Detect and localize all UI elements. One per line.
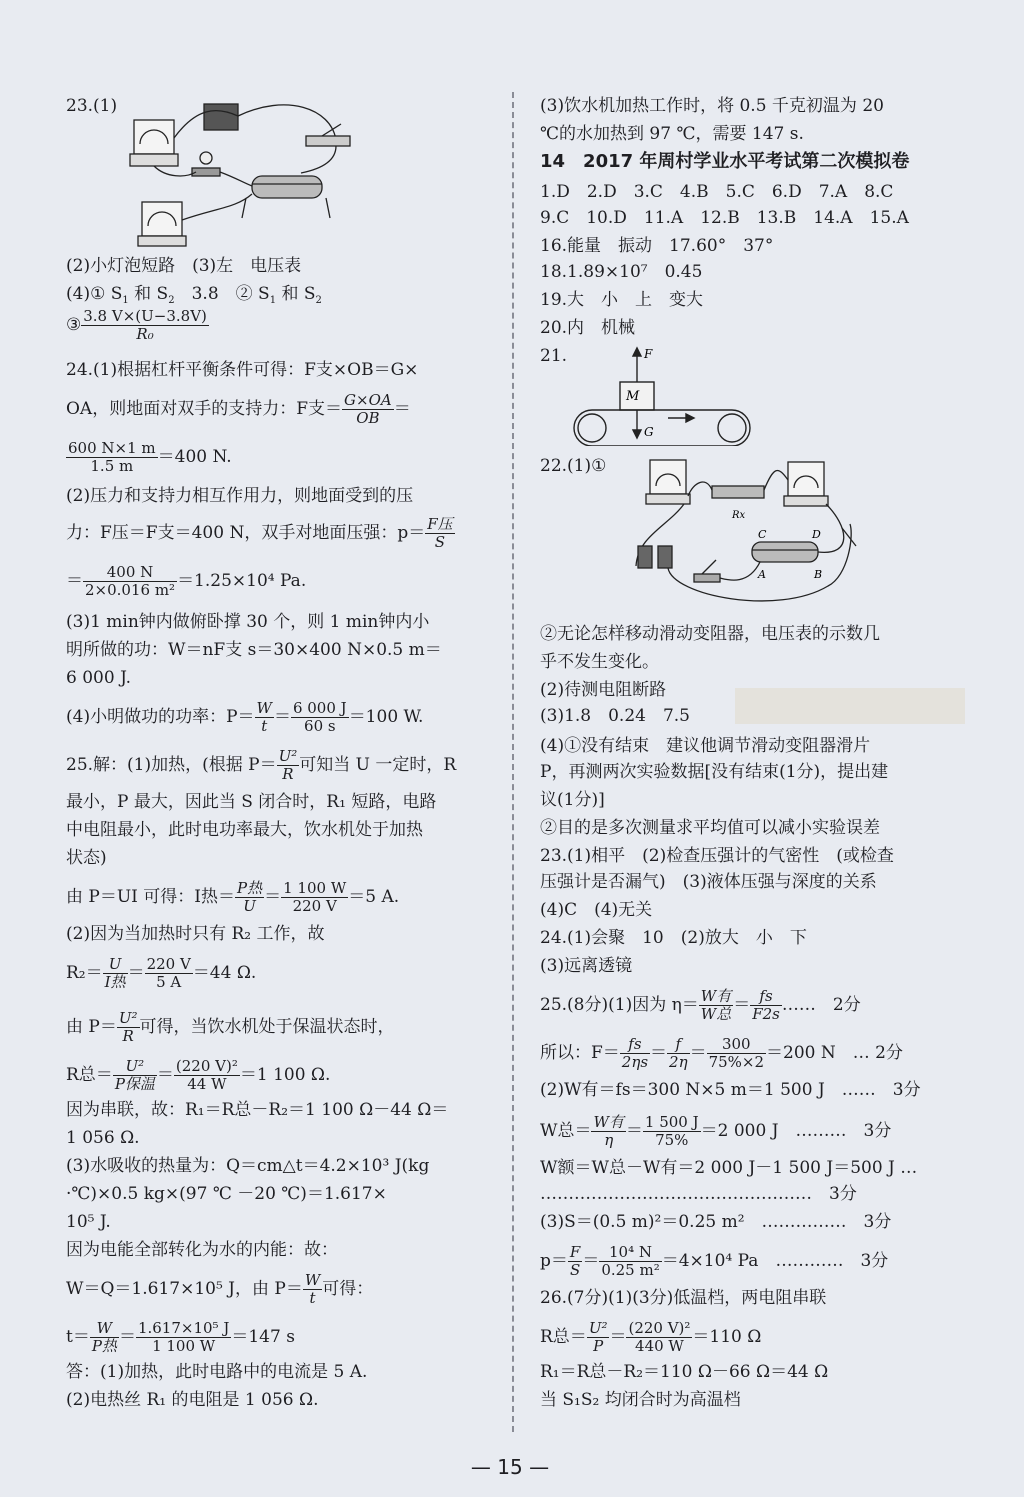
q24r-line-2: (3)远离透镜	[540, 956, 633, 976]
q25-line-11: 1 056 Ω.	[66, 1128, 140, 1148]
q22-label: 22.(1)①	[540, 456, 607, 476]
q25-line-5: 由 P＝UI 可得：I热＝ $\frac{\text{P热}}{U}$ ＝ $\frac{1 100 W}{220 V}$ ＝5 A.	[66, 879, 400, 915]
q24-line-2: OA，则地面对双手的支持力：F支＝ $\frac{G\times OA}{OB}$ ＝	[66, 391, 411, 427]
q25r-line-1: 25.(8分)(1)因为 η＝ $\frac{\text{W有}}{\text{W总}}$ ＝ $\frac{fs}{F2s}$ …… 2分	[540, 987, 861, 1023]
q22-line-3: 乎不发生变化。	[540, 652, 659, 672]
q25r-line-7: (3)S＝(0.5 m)²＝0.25 m² …………… 3分	[540, 1212, 892, 1232]
q24-line-4: (2)压力和支持力相互作用力，则地面受到的压	[66, 486, 414, 506]
r-line-7: 18.1.89×10⁷ 0.45	[540, 262, 703, 282]
q25r-line-4: W总＝ $\frac{\text{W有}}{\eta}$ ＝ $\frac{1 500 J}{75\%}$ ＝2 000 J ……… 3分	[540, 1113, 892, 1149]
q23-label: 23.(1)	[66, 96, 118, 116]
q22-line-7: P，再测两次实验数据[没有结束(1分)，提出建	[540, 762, 889, 782]
q25-line-14: 10⁵ J.	[66, 1212, 111, 1232]
q25-line-2: 最小，P 最大，因此当 S 闭合时，R₁ 短路，电路	[66, 792, 437, 812]
r-line-1: (3)饮水机加热工作时，将 0.5 千克初温为 20	[540, 96, 884, 116]
q25-line-3: 中电阻最小，此时电功率最大，饮水机处于加热	[66, 820, 423, 840]
q24-line-10: (4)小明做功的功率：P＝ $\frac{W}{t}$ ＝ $\frac{6 000 J}{60 s}$ ＝100 W.	[66, 699, 424, 735]
q22-line-6: (4)①没有结束 建议他调节滑动变阻器滑片	[540, 736, 871, 756]
q23r-line-1: 23.(1)相平 (2)检查压强计的气密性 (或检查	[540, 846, 894, 866]
q24-line-3: $\frac{600 N\times 1 m}{1.5 m}$ ＝400 N.	[68, 439, 232, 475]
q21-force-up-label: F	[644, 347, 653, 361]
q22-terminal-d: D	[812, 528, 821, 541]
q25-line-16: W＝Q＝1.617×10⁵ J，由 P＝ $\frac{W}{t}$ 可得：	[66, 1271, 374, 1307]
q24r-line-1: 24.(1)会聚 10 (2)放大 小 下	[540, 928, 807, 948]
q21-block-label: M	[626, 389, 640, 404]
q25-line-7: R₂＝ $\frac{U}{\text{I热}}$ ＝ $\frac{220 V}{5 A}$ ＝44 Ω.	[66, 955, 257, 991]
q22-terminal-c: C	[758, 528, 767, 541]
r-line-2: ℃的水加热到 97 ℃，需要 147 s.	[540, 124, 804, 144]
q24-line-5: 力：F压＝F支＝400 N，双手对地面压强：p＝ $\frac{\text{F压}}{S}$	[66, 515, 453, 551]
q25-line-10: 因为串联，故：R₁＝R总－R₂＝1 100 Ω－44 Ω＝	[66, 1100, 449, 1120]
r-line-9: 20.内 机械	[540, 318, 636, 338]
q24-line-7: (3)1 min钟内做俯卧撑 30 个，则 1 min钟内小	[66, 612, 430, 632]
q23-answer-4: (4)① $S_1$ 和 $S_2$ 3.8 ② $S_1$ 和 $S_2$	[66, 284, 322, 306]
q24-line-1: 24.(1)根据杠杆平衡条件可得：F支×OB＝G×	[66, 360, 419, 380]
q21-force-down-label: G	[644, 425, 654, 439]
q22-line-4: (2)待测电阻断路	[540, 680, 667, 700]
q25-line-15: 因为电能全部转化为水的内能：故：	[66, 1240, 338, 1260]
q25-line-1: 25.解：(1)加热，(根据 P＝ $\frac{\text{U²}}{R}$ 可知当 U 一定时，R	[66, 747, 457, 783]
q23-formula: ③ $\frac{3.8 V\times(U-3.8V)}{\text{R₀}}$	[66, 307, 207, 343]
q25-line-8: 由 P＝ $\frac{\text{U²}}{R}$ 可得，当饮水机处于保温状态时，	[66, 1009, 395, 1045]
mc-answers-1: 1.D 2.D 3.C 4.B 5.C 6.D 7.A 8.C	[540, 182, 894, 202]
q22-resistor-label: Rx	[732, 510, 746, 521]
q21-force-diagram	[568, 346, 758, 446]
r-line-6: 16.能量 振动 17.60° 37°	[540, 236, 774, 256]
q22-line-8: 议(1分)]	[540, 790, 605, 810]
q25-line-4: 状态)	[66, 848, 107, 868]
q24-line-9: 6 000 J.	[66, 668, 131, 688]
q25r-line-6: ………………………………………… 3分	[540, 1184, 857, 1204]
r-line-8: 19.大 小 上 变大	[540, 290, 704, 310]
q23r-line-3: (4)C (4)无关	[540, 900, 653, 920]
q25-line-17: t＝ $\frac{W}{\text{P热}}$ ＝ $\frac{\text{1.617×10⁵ J}}{1 100 W}$ ＝147 s	[66, 1319, 295, 1355]
q25-line-13: ·℃)×0.5 kg×(97 ℃ －20 ℃)＝1.617×	[66, 1184, 387, 1204]
q22-line-9: ②目的是多次测量求平均值可以减小实验误差	[540, 818, 880, 838]
q25-line-12: (3)水吸收的热量为：Q＝cm△t＝4.2×10³ J(kg	[66, 1156, 430, 1176]
q23r-line-2: 压强计是否漏气) (3)液体压强与深度的关系	[540, 872, 877, 892]
q24-line-6: ＝ $\frac{400 N}{\text{2×0.016 m²}}$ ＝1.25×10⁴ Pa.	[66, 563, 307, 599]
q25r-line-8: p＝ $\frac{F}{S}$ ＝ $\frac{\text{10⁴ N}}{\text{0.25 m²}}$ ＝4×10⁴ Pa ………… 3分	[540, 1243, 889, 1279]
q22-line-5: (3)1.8 0.24 7.5	[540, 706, 691, 726]
q26r-line-3: R₁＝R总－R₂＝110 Ω－66 Ω＝44 Ω	[540, 1362, 829, 1382]
q22-terminal-a: A	[758, 568, 766, 581]
q26r-line-4: 当 S₁S₂ 均闭合时为高温档	[540, 1390, 741, 1410]
q23-circuit-figure	[126, 98, 386, 248]
q22-line-2: ②无论怎样移动滑动变阻器，电压表的示数几	[540, 624, 880, 644]
q21-label: 21.	[540, 346, 568, 366]
q25r-line-5: W额＝W总－W有＝2 000 J－1 500 J＝500 J …	[540, 1158, 918, 1178]
q25r-line-2: 所以：F＝ $\frac{fs}{2\eta s}$ ＝ $\frac{f}{2\eta}$ ＝ $\frac{300}{75\%\times 2}$ ＝200 N … 2分	[540, 1035, 903, 1071]
redaction-box	[735, 688, 965, 724]
q24-line-8: 明所做的功：W＝nF支 s＝30×400 N×0.5 m＝	[66, 640, 442, 660]
page-number: — 15 —	[470, 1455, 550, 1479]
q25-line-9: R总＝ $\frac{\text{U²}}{\text{P保温}}$ ＝ $\frac{\text{(220 V)²}}{44 W}$ ＝1 100 Ω.	[66, 1057, 331, 1093]
q26r-line-2: R总＝ $\frac{\text{U²}}{P}$ ＝ $\frac{\text{(220 V)²}}{440 W}$ ＝110 Ω	[540, 1319, 762, 1355]
q25-answer-1: 答：(1)加热，此时电路中的电流是 5 A.	[66, 1362, 368, 1382]
q25-answer-2: (2)电热丝 R₁ 的电阻是 1 056 Ω.	[66, 1390, 319, 1410]
q25-line-6: (2)因为当加热时只有 R₂ 工作，故	[66, 924, 325, 944]
q22-circuit-figure	[628, 456, 888, 616]
mc-answers-2: 9.C 10.D 11.A 12.B 13.B 14.A 15.A	[540, 208, 909, 228]
section-title: 14 2017 年周村学业水平考试第二次模拟卷	[540, 151, 910, 172]
q26r-line-1: 26.(7分)(1)(3分)低温档，两电阻串联	[540, 1288, 827, 1308]
q23-answer-2-3: (2)小灯泡短路 (3)左 电压表	[66, 256, 302, 276]
q25r-line-3: (2)W有＝fs＝300 N×5 m＝1 500 J …… 3分	[540, 1080, 921, 1100]
q22-terminal-b: B	[814, 568, 823, 581]
column-divider	[512, 92, 514, 1432]
